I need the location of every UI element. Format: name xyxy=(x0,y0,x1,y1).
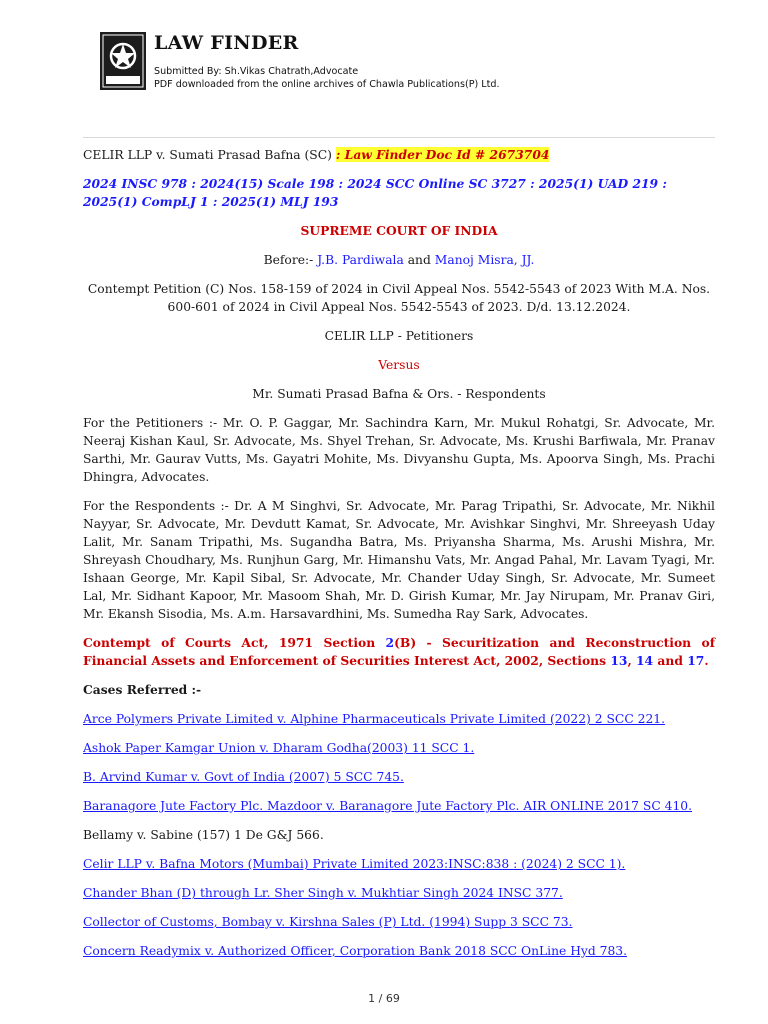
citations: 2024 INSC 978 : 2024(15) Scale 198 : 2024 SCC Online SC 3727 : 2025(1) UAD 219 : 2025(1) CompLJ 1 : 2025(1) MLJ 193 xyxy=(83,176,667,209)
case-link[interactable]: B. Arvind Kumar v. Govt of India (2007) 5 SCC 745. xyxy=(83,770,404,784)
case-reference[interactable] xyxy=(83,710,715,728)
downloaded-from: PDF downloaded from the online archives of Chawla Publications(P) Ltd. xyxy=(154,79,500,90)
case-reference[interactable] xyxy=(83,768,715,786)
brand-title: LAW FINDER xyxy=(154,32,299,54)
case-reference[interactable] xyxy=(83,797,715,815)
judge-link-1[interactable]: J.B. Pardiwala xyxy=(317,253,404,267)
topic-text: . xyxy=(704,653,709,668)
before-label: Before:- xyxy=(263,253,318,267)
case-reference[interactable] xyxy=(83,942,715,960)
document-header xyxy=(100,32,680,92)
section-link-13[interactable]: 13 xyxy=(610,653,628,668)
petition-details: Contempt Petition (C) Nos. 158-159 of 2024 in Civil Appeal Nos. 5542-5543 of 2023 With M.A. Nos. 600-601 of 2024 in Civil Appeal Nos. 5542-5543 of 2023. D/d. 13.12.2024. xyxy=(87,282,711,314)
law-finder-logo xyxy=(100,32,146,90)
case-reference[interactable] xyxy=(83,739,715,757)
versus: Versus xyxy=(378,358,420,372)
case-title: CELIR LLP v. Sumati Prasad Bafna (SC) xyxy=(83,148,332,162)
case-reference[interactable] xyxy=(83,913,715,931)
case-link[interactable]: Collector of Customs, Bombay v. Kirshna Sales (P) Ltd. (1994) Supp 3 SCC 73. xyxy=(83,915,573,929)
bench-line xyxy=(83,251,715,269)
and-word: and xyxy=(403,253,435,267)
case-reference[interactable] xyxy=(83,855,715,873)
page-number: 1 / 69 xyxy=(368,992,400,1005)
section-link-14[interactable]: 14 xyxy=(636,653,654,668)
counsel-respondents: For the Respondents :- Dr. A M Singhvi, Sr. Advocate, Mr. Parag Tripathi, Sr. Advocate, Mr. Nikhil Nayyar, Sr. Advocate, Mr. Devdutt Kamat, Sr. Advocate, Mr. Avishkar Singhvi, Mr. Shreeyash Uday Lalit, Mr. Sanam Tripathi, Ms. Sugandha Batra, Ms. Priyansha Sharma, Ms. Arushi Mishra, Mr. Shreyash Choudhary, Ms. Runjhun Garg, Mr. Himanshu Vats, Mr. Angad Pahal, Mr. Lavam Tyagi, Mr. Ishaan George, Mr. Kapil Sibal, Sr. Advocate, Mr. Chander Uday Singh, Sr. Advocate, Mr. Sumeet Lal, Mr. Sidhant Kapoor, Mr. Masoom Shah, Mr. D. Girish Kumar, Mr. Jay Nirupam, Mr. Pranav Giri, Mr. Ekansh Sisodia, Ms. A.m. Harsavardhini, Ms. Sumedha Ray Sark, Advocates. xyxy=(83,499,715,621)
submitted-by: Submitted By: Sh.Vikas Chatrath,Advocate xyxy=(154,66,359,77)
case-title-line xyxy=(83,146,715,164)
case-link[interactable]: Baranagore Jute Factory Plc. Mazdoor v. Baranagore Jute Factory Plc. AIR ONLINE 2017 SC 410. xyxy=(83,799,693,813)
header-divider xyxy=(83,137,715,138)
subject-headnote xyxy=(83,634,715,670)
doc-id: : Law Finder Doc Id # 2673704 xyxy=(335,147,550,162)
topic-text: Contempt of Courts Act, 1971 Section xyxy=(83,635,386,650)
topic-text: and xyxy=(653,653,688,668)
petitioners: CELIR LLP - Petitioners xyxy=(324,329,474,343)
case-link[interactable]: Concern Readymix v. Authorized Officer, Corporation Bank 2018 SCC OnLine Hyd 783. xyxy=(83,944,628,958)
case-reference xyxy=(83,826,715,844)
case-reference[interactable] xyxy=(83,884,715,902)
case-link[interactable]: Arce Polymers Private Limited v. Alphine Pharmaceuticals Private Limited (2022) 2 SCC 221. xyxy=(83,712,666,726)
case-text: Bellamy v. Sabine (157) 1 De G&J 566. xyxy=(83,828,324,842)
case-link[interactable]: Chander Bhan (D) through Lr. Sher Singh v. Mukhtiar Singh 2024 INSC 377. xyxy=(83,886,563,900)
cases-referred-heading: Cases Referred :- xyxy=(83,682,202,697)
case-link[interactable]: Celir LLP v. Bafna Motors (Mumbai) Private Limited 2023:INSC:838 : (2024) 2 SCC 1). xyxy=(83,857,626,871)
section-link-2[interactable]: 2 xyxy=(385,635,395,650)
judge-link-2[interactable]: Manoj Misra, JJ. xyxy=(434,253,535,267)
case-link[interactable]: Ashok Paper Kamgar Union v. Dharam Godha(2003) 11 SCC 1. xyxy=(83,741,475,755)
counsel-petitioners: For the Petitioners :- Mr. O. P. Gaggar, Mr. Sachindra Karn, Mr. Mukul Rohatgi, Sr. Advocate, Mr. Neeraj Kishan Kaul, Sr. Advocate, Ms. Shyel Trehan, Sr. Advocate, Ms. Krushi Barfiwala, Mr. Pranav Sarthi, Mr. Gaurav Vutts, Ms. Gayatri Mohite, Ms. Divyanshu Gupta, Ms. Apoorva Singh, Ms. Prachi Dhingra, Advocates. xyxy=(83,416,715,484)
document-body xyxy=(83,146,715,971)
section-link-17[interactable]: 17 xyxy=(687,653,705,668)
topic-text: , xyxy=(627,653,636,668)
respondents: Mr. Sumati Prasad Bafna & Ors. - Respondents xyxy=(252,387,546,401)
court-name: SUPREME COURT OF INDIA xyxy=(300,223,498,238)
topic-text: (B) - Securitization and Reconstruction of Financial Assets and Enforcement of Securities Interest Act, 2002, Sections xyxy=(83,635,716,668)
